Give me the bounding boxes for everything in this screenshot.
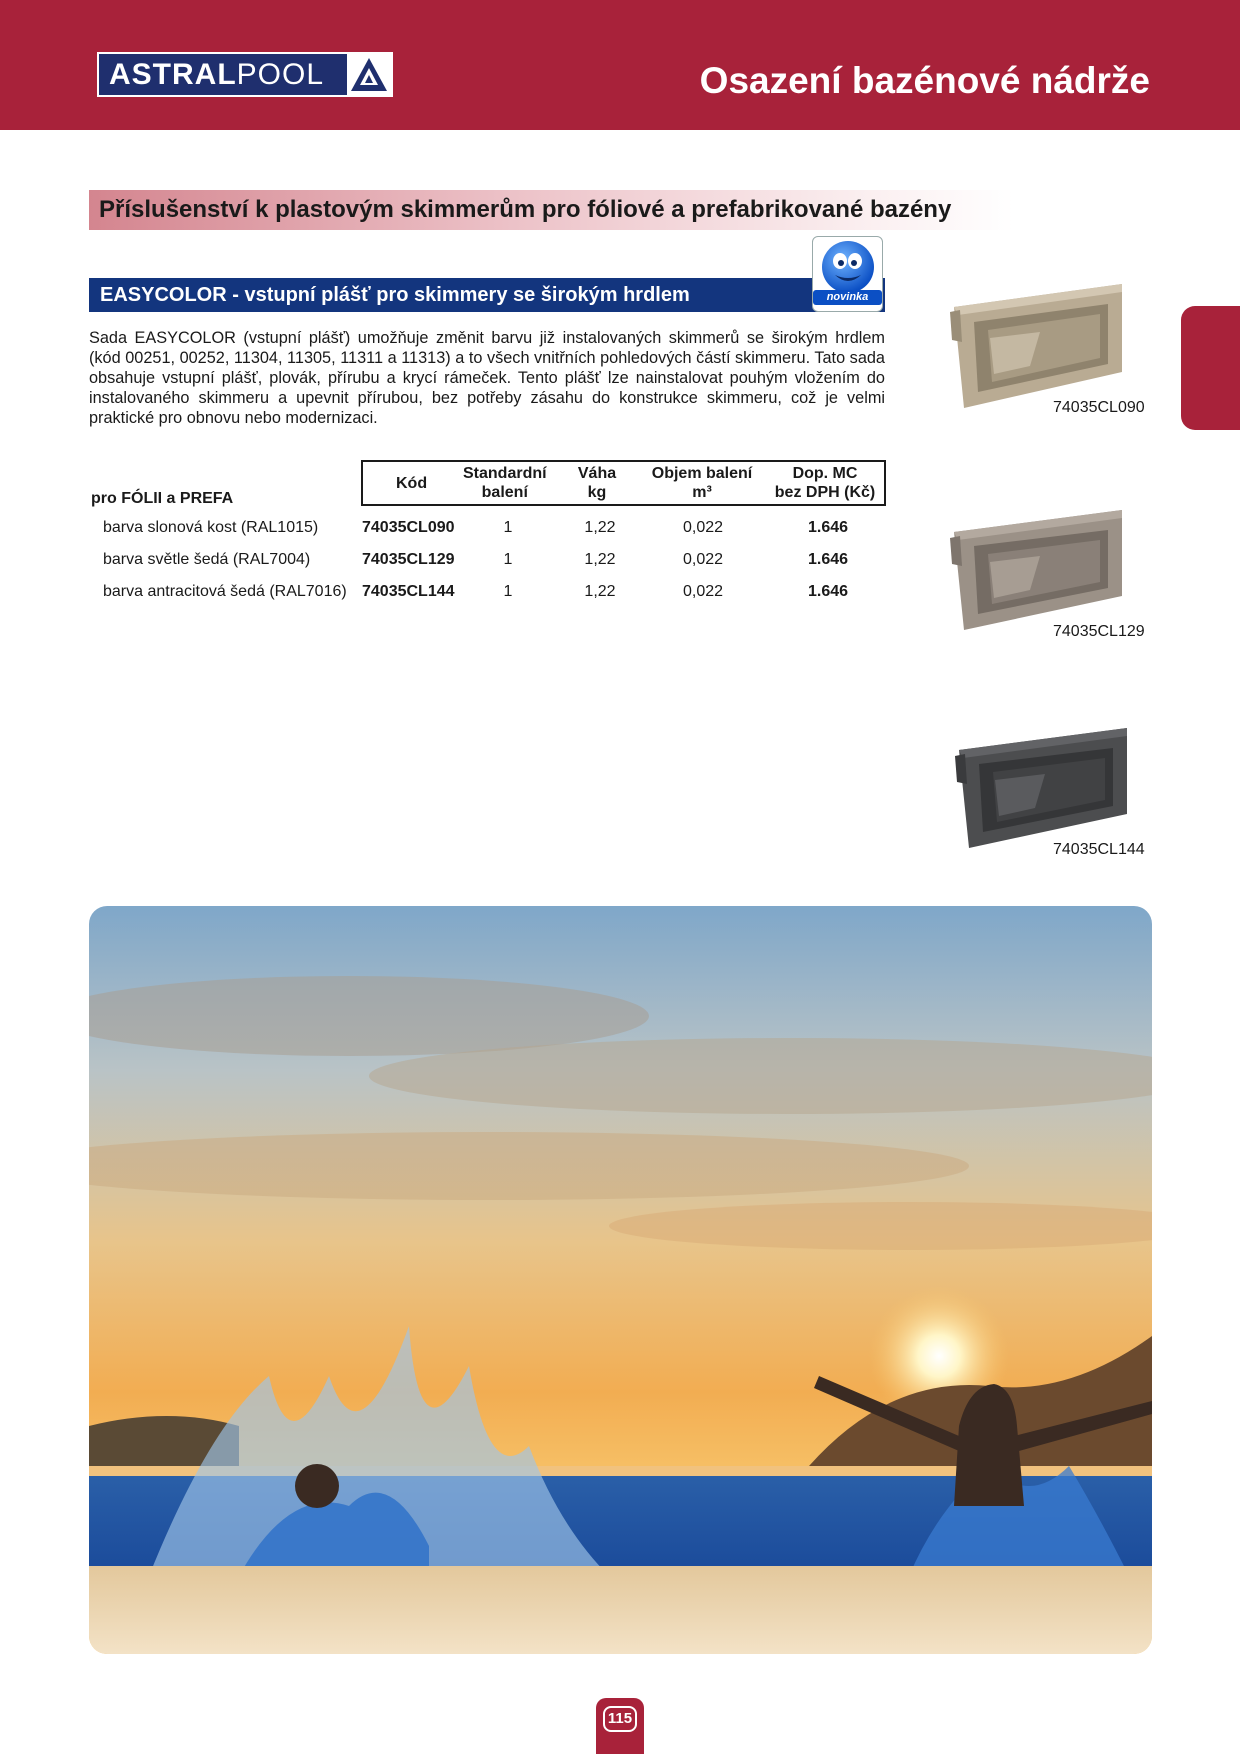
row-weight: 1,22 [584, 583, 616, 600]
row-pack: 1 [503, 551, 513, 568]
chapter-side-tab [1181, 306, 1240, 430]
product-image-anthracite [955, 726, 1130, 855]
new-badge [812, 236, 883, 312]
col-header-volume-line2: m³ [692, 484, 712, 501]
row-price: 1.646 [807, 519, 849, 536]
logo-triangle-icon [347, 54, 391, 95]
page-number-tab [596, 1698, 644, 1754]
col-header-volume [647, 464, 757, 502]
col-header-weight-line1: Váha [577, 465, 617, 482]
col-header-standard-line1: Standardní [463, 465, 547, 482]
row-volume: 0,022 [682, 551, 724, 568]
product-header [89, 278, 885, 312]
col-header-standard [463, 464, 547, 502]
product-title: EASYCOLOR - vstupní plášť pro skimmery se širokým hrdlem [100, 284, 690, 306]
row-price: 1.646 [807, 583, 849, 600]
col-header-weight-line2: kg [587, 484, 607, 501]
section-header [89, 190, 1014, 230]
logo-text: ASTRALPOOL [109, 57, 325, 91]
row-label: barva světle šedá (RAL7004) [103, 551, 311, 568]
col-header-weight [577, 464, 617, 502]
row-weight: 1,22 [584, 551, 616, 568]
row-volume: 0,022 [682, 519, 724, 536]
row-code: 74035CL129 [362, 551, 455, 568]
col-header-price [770, 464, 880, 502]
product-description: Sada EASYCOLOR (vstupní plášť) umožňuje změnit barvu již instalovaných skimmerů se širokým hrdlem (kód 00251, 00252, 11304, 11305, 11311 a 11313) a to všech vnitřních pohledových částí skimmeru. Tato sada obsahuje vstupní plášť, plovák, přírubu a krycí rámeček. Tento plášť lze nainstalovat pouhým vložením do instalovaného skimmeru a upevnit přírubou, bez potřeby zásahu do konstrukce skimmeru, což je velmi praktické pro obnovu nebo modernizaci. [89, 329, 885, 427]
row-volume: 0,022 [682, 583, 724, 600]
col-header-code: Kód [396, 475, 428, 492]
sunset-pool-photo [89, 906, 1152, 1654]
table-group-label: pro FÓLII a PREFA [91, 490, 234, 507]
row-pack: 1 [503, 519, 513, 536]
col-header-price-line1: Dop. MC [792, 465, 858, 482]
row-pack: 1 [503, 583, 513, 600]
row-label: barva slonová kost (RAL1015) [103, 519, 319, 536]
astralpool-logo [97, 52, 393, 97]
row-code: 74035CL090 [362, 519, 455, 536]
page-number: 115 [603, 1706, 637, 1732]
chapter-title: Osazení bazénové nádrže [699, 60, 1150, 101]
product-image-ivory [950, 282, 1125, 415]
col-header-price-line2: bez DPH (Kč) [774, 484, 876, 501]
col-header-volume-line1: Objem balení [651, 465, 753, 482]
row-label: barva antracitová šedá (RAL7016) [103, 583, 347, 600]
product-code-anthracite: 74035CL144 [1053, 841, 1145, 858]
row-code: 74035CL144 [362, 583, 455, 600]
page-header [0, 0, 1240, 130]
new-badge-label: novinka [813, 290, 882, 305]
product-code-light-grey: 74035CL129 [1053, 623, 1145, 640]
col-header-standard-line2: balení [481, 484, 528, 501]
product-code-ivory: 74035CL090 [1053, 399, 1145, 416]
row-price: 1.646 [807, 551, 849, 568]
product-image-light-grey [950, 508, 1125, 637]
row-weight: 1,22 [584, 519, 616, 536]
section-title: Příslušenství k plastovým skimmerům pro fóliové a prefabrikované bazény [99, 196, 952, 223]
